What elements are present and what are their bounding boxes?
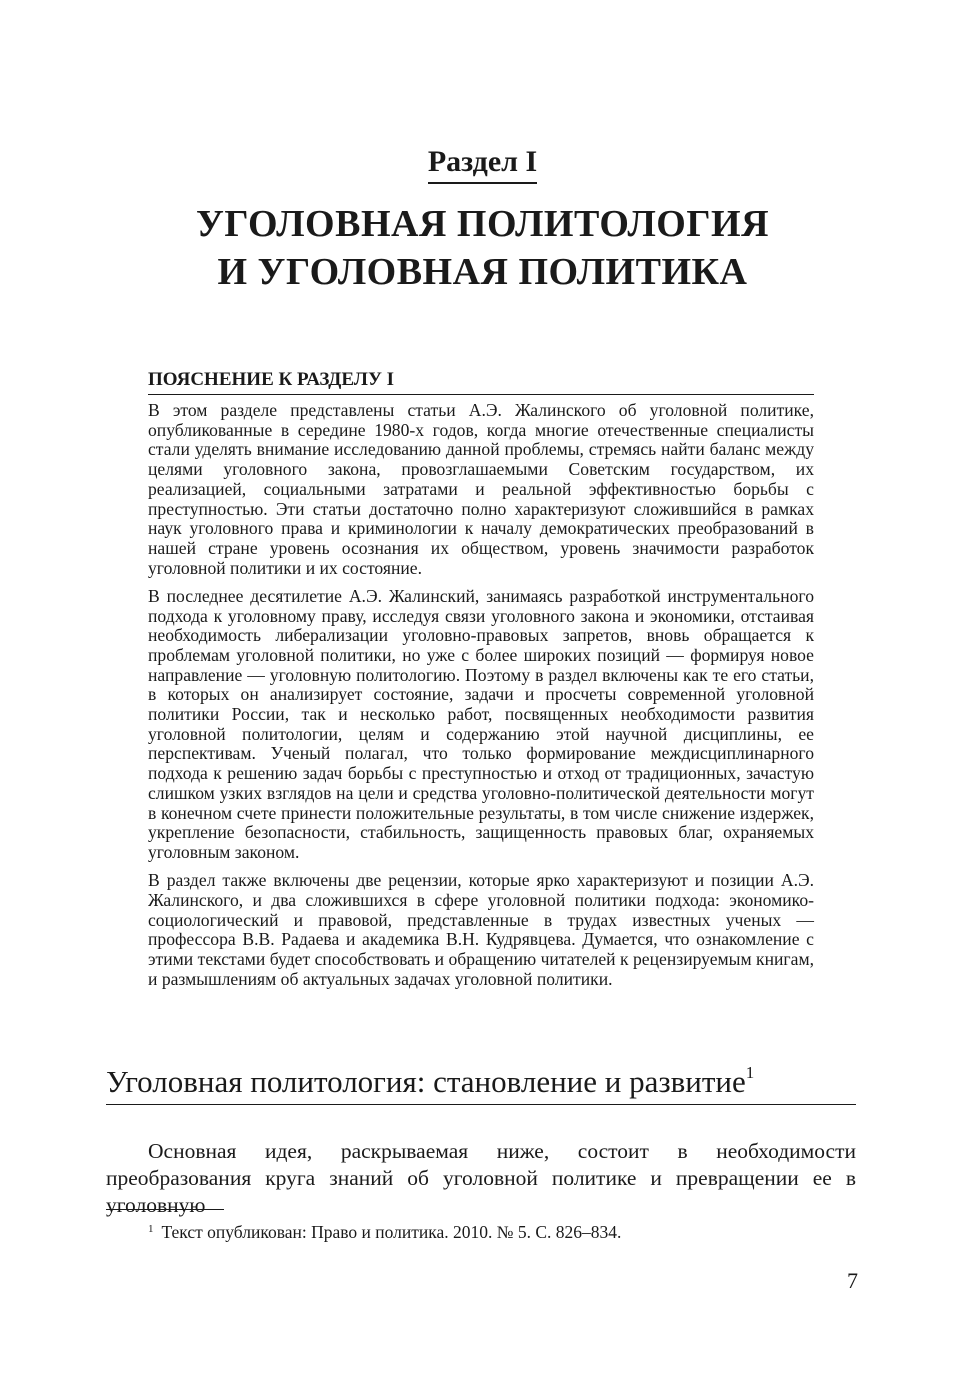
footnote-text: Текст опубликован: Право и политика. 2010. № 5. С. 826–834. bbox=[161, 1222, 622, 1242]
section-label bbox=[0, 144, 965, 184]
article-footnote-ref: 1 bbox=[745, 1063, 755, 1082]
footnote-divider bbox=[106, 1209, 224, 1210]
footnote-marker: 1 bbox=[148, 1223, 154, 1235]
article-title bbox=[106, 1062, 856, 1105]
explanation-paragraph: В раздел также включены две рецензии, которые ярко характеризуют и позиции А.Э. Жалинского, и два сложившихся в сфере уголовной политики подхода: экономико-социологический и правовой, представленные в трудах известных ученых — профессора В.В. Радаева и академика В.Н. Кудрявцева. Думается, что ознакомление с этими текстами будет способствовать и обращению читателей к рецензируемым книгам, и размышлениям об актуальных задачах уголовной политики. bbox=[148, 870, 814, 989]
page-number: 7 bbox=[847, 1268, 858, 1293]
explanation-paragraph: В этом разделе представлены статьи А.Э. Жалинского об уголовной политике, опубликованные в середине 1980-х годов, когда многие отечественные специалисты стали уделять внимание исследованию данной проблемы, стремясь найти баланс между целями уголовного закона, провозглашаемыми Советским государством, их реализацией, социальными затратами и реальной эффективностью борьбы с преступностью. Эти статьи достаточно полно характеризуют сложившийся в рамках наук уголовного права и криминологии к началу демократических преобразований в нашей стране уровень осознания их обществом, уровень значимости разработок уголовной политики и их состояние. bbox=[148, 400, 814, 578]
section-title-line: И УГОЛОВНАЯ ПОЛИТИКА bbox=[217, 251, 748, 293]
explanation-paragraph: В последнее десятилетие А.Э. Жалинский, занимаясь разработкой инструментального подхода к уголовному праву, исследуя связи уголовного закона и экономики, отстаивая необходимость либерализации уголовно-правовых запретов, вновь обращается к проблемам уголовной политики, но уже с более широких позиций — формируя новое направление — уголовную политологию. Поэтому в раздел включены как те его статьи, в которых он анализирует состояние, задачи и просчеты современной уголовной политики России, так и несколько работ, посвященных необходимости развития уголовной политологии, целям и содержанию этой научной дисциплины, ее перспективам. Ученый полагал, что только формирование междисциплинарного подхода к решению задач борьбы с преступностью и отход от традиционных, зачастую слишком узких взглядов на цели и средства уголовно-политической деятельности могут в конечном счете принести положительные результаты, в том числе снижение издержек, укрепление безопасности, стабильность, защищенность правовых благ, охраняемых уголовным законом. bbox=[148, 585, 814, 862]
explanation-heading: ПОЯСНЕНИЕ К РАЗДЕЛУ I bbox=[148, 368, 814, 395]
footnote bbox=[148, 1221, 848, 1243]
section-title-line: УГОЛОВНАЯ ПОЛИТОЛОГИЯ bbox=[195, 203, 770, 245]
section-label-text: Раздел I bbox=[428, 144, 537, 184]
article-body-paragraph: Основная идея, раскрываемая ниже, состоит в необходимости преобразования круга знаний об уголовной политике и превращении ее в уголовную bbox=[106, 1139, 856, 1217]
article-title-text: Уголовная политология: становление и развитие bbox=[106, 1064, 746, 1099]
explanation-body bbox=[148, 401, 814, 998]
section-title bbox=[0, 200, 965, 296]
